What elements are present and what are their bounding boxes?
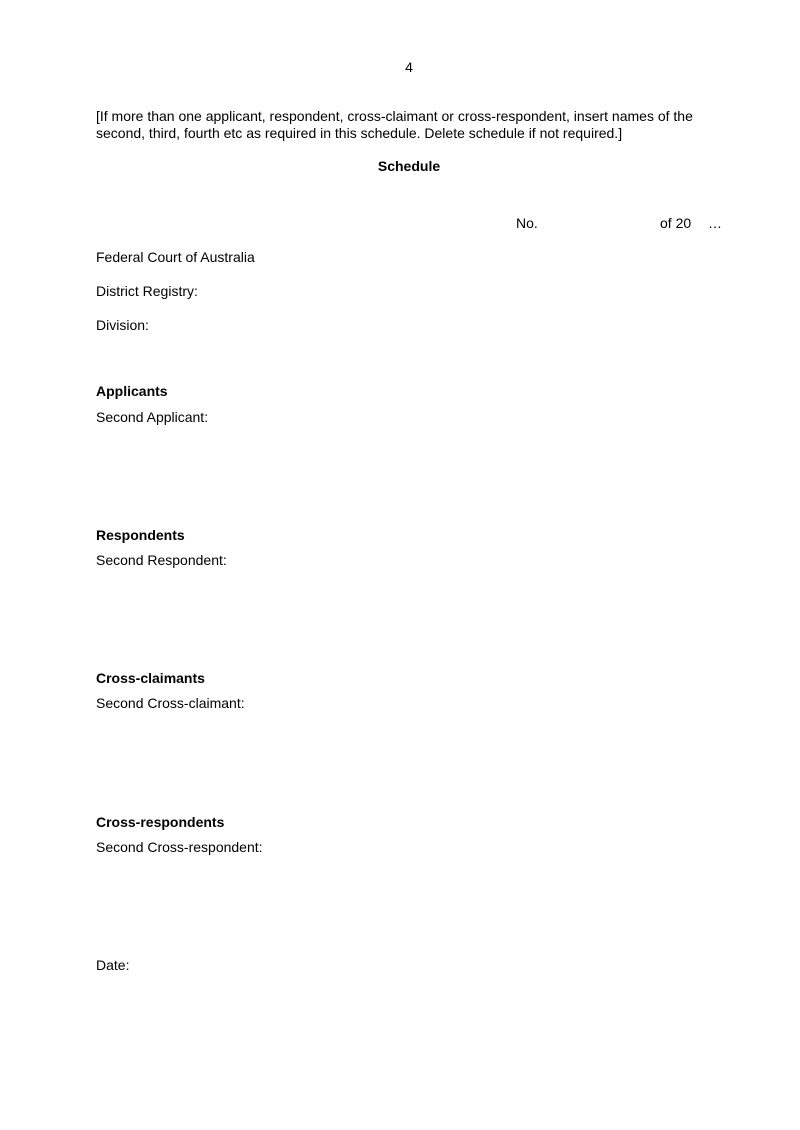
page-number: 4 bbox=[405, 59, 413, 75]
respondents-heading: Respondents bbox=[96, 527, 185, 543]
court-name: Federal Court of Australia bbox=[96, 249, 255, 265]
division-label: Division: bbox=[96, 317, 149, 333]
case-number-label: No. bbox=[516, 215, 538, 231]
cross-respondents-heading: Cross-respondents bbox=[96, 814, 225, 830]
case-year-placeholder: … bbox=[708, 215, 722, 231]
district-registry-label: District Registry: bbox=[96, 283, 198, 299]
second-applicant-label: Second Applicant: bbox=[96, 409, 209, 425]
second-cross-respondent-label: Second Cross-respondent: bbox=[96, 839, 263, 855]
second-cross-claimant-label: Second Cross-claimant: bbox=[96, 695, 245, 711]
case-year-label: of 20 bbox=[660, 215, 692, 231]
second-respondent-label: Second Respondent: bbox=[96, 552, 227, 568]
date-label: Date: bbox=[96, 957, 130, 973]
instruction-note: [If more than one applicant, respondent, cross-claimant or cross-respondent, insert names of the second, third, fourth etc as required in this schedule. Delete schedule if not required.] bbox=[96, 108, 693, 141]
cross-claimants-heading: Cross-claimants bbox=[96, 670, 205, 686]
applicants-heading: Applicants bbox=[96, 383, 168, 399]
schedule-title: Schedule bbox=[377, 158, 441, 174]
